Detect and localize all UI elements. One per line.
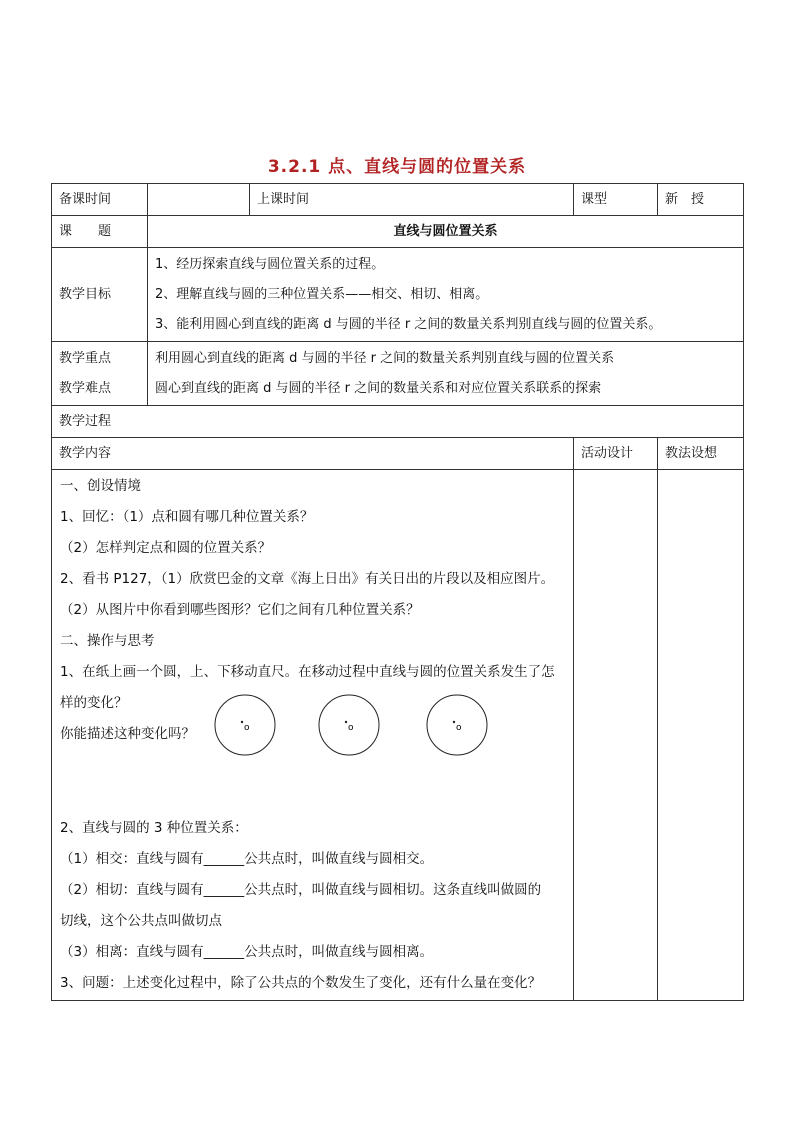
lesson-type-label: 课型: [574, 184, 658, 216]
process-header-row: [52, 438, 744, 470]
circle-diagram-2: [319, 695, 379, 755]
method-column-header: 教法设想: [658, 438, 744, 470]
process-row: [52, 406, 744, 438]
content-line: 2、直线与圆的 3 种位置关系：: [60, 820, 248, 836]
page-title: 3.2.1 点、直线与圆的位置关系: [267, 157, 527, 177]
content-row: [52, 470, 744, 1001]
content-line: 切线，这个公共点叫做切点: [60, 913, 222, 929]
content-line: 3、问题：上述变化过程中，除了公共点的个数发生了变化，还有什么量在变化？: [60, 975, 542, 991]
content-line: 2、看书 P127，（1）欣赏巴金的文章《海上日出》有关日出的片段以及相应图片。: [60, 571, 555, 587]
section-heading: 二、操作与思考: [60, 633, 155, 649]
prep-time-value: [148, 184, 250, 216]
key-points-row: [52, 342, 744, 406]
method-idea-cell: [658, 470, 744, 1001]
topic-label: 课 题: [52, 216, 148, 248]
circle-diagram-1: [215, 695, 275, 755]
activity-design-cell: [574, 470, 658, 1001]
lesson-type-value: 新 授: [658, 184, 744, 216]
activity-column-header: 活动设计: [574, 438, 658, 470]
content-column-header: 教学内容: [52, 438, 574, 470]
focus-text: 利用圆心到直线的距离 d 与圆的半径 r 之间的数量关系判别直线与圆的位置关系: [155, 350, 615, 366]
header-row: [52, 184, 744, 216]
topic-value: 直线与圆位置关系: [148, 216, 744, 248]
content-line: （2）怎样判定点和圆的位置关系？: [60, 540, 272, 556]
difficulty-label: 教学难点: [59, 380, 112, 396]
circle-diagram-3: [427, 695, 487, 755]
content-line: 1、在纸上画一个圆，上、下移动直尺。在移动过程中直线与圆的位置关系发生了怎: [60, 664, 555, 680]
topic-row: [52, 216, 744, 248]
content-line: （2）相切：直线与圆有______公共点时，叫做直线与圆相切。这条直线叫做圆的: [60, 882, 542, 898]
section-heading: 一、创设情境: [60, 478, 141, 494]
objectives-list: [148, 248, 744, 342]
objective-item: 1、经历探索直线与圆位置关系的过程。: [155, 256, 385, 272]
key-points-labels: [52, 342, 148, 406]
objectives-label: 教学目标: [52, 248, 148, 342]
prep-time-label: 备课时间: [52, 184, 148, 216]
content-line: （2）从图片中你看到哪些图形？它们之间有几种位置关系？: [60, 602, 420, 618]
key-points-texts: [148, 342, 744, 406]
content-line: （3）相离：直线与圆有______公共点时，叫做直线与圆相离。: [60, 944, 434, 960]
process-label: 教学过程: [52, 406, 744, 438]
objective-item: 2、理解直线与圆的三种位置关系——相交、相切、相离。: [155, 286, 489, 302]
class-time-label: 上课时间: [250, 184, 574, 216]
focus-label: 教学重点: [59, 350, 112, 366]
circle-diagrams: [212, 690, 512, 762]
circle-center-label: o: [456, 723, 462, 733]
content-line: （1）相交：直线与圆有______公共点时，叫做直线与圆相交。: [60, 851, 434, 867]
lesson-content: [52, 470, 574, 1001]
content-line: 1、回忆：（1）点和圆有哪几种位置关系？: [60, 509, 314, 525]
objectives-row: [52, 248, 744, 342]
content-line: 样的变化？: [60, 695, 128, 711]
objective-item: 3、能利用圆心到直线的距离 d 与圆的半径 r 之间的数量关系判别直线与圆的位置关系。: [155, 316, 662, 332]
content-line: 你能描述这种变化吗？: [60, 726, 195, 742]
lesson-plan-table: [51, 183, 744, 1001]
circle-center-label: o: [244, 723, 250, 733]
circle-center-label: o: [348, 723, 354, 733]
difficulty-text: 圆心到直线的距离 d 与圆的半径 r 之间的数量关系和对应位置关系联系的探索: [155, 380, 602, 396]
